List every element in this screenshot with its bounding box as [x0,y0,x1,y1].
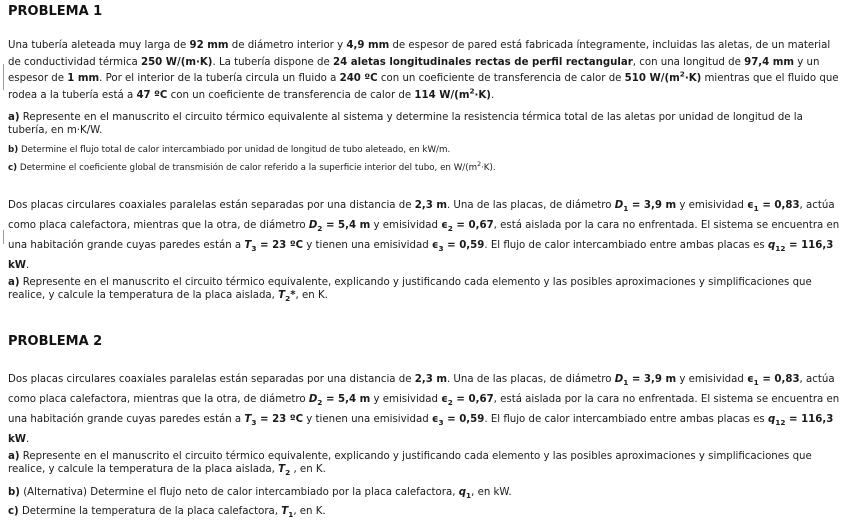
problem-1-question-c: c) Determine el coeficiente global de transmisión de calor referido a la superficie interior del tubo, en $W/(m^2\cdot K)$. [8,161,496,173]
problem-2-statement [8,370,840,450]
problem-2-question-c: c) Determine la temperatura de la placa calefactora, $T_1$, en K. [8,506,326,520]
problem-2-question-a: a) Represente en el manuscrito el circuito térmico equivalente, explicando y justificando cada elemento y las posibles aproximaciones y simplificaciones que realice, y calcule la temperatura de la placa aislada, $T_2$ , en K. [8,451,812,478]
problem-2-question-b: b) (Alternativa) Determine el flujo neto de calor intercambiado por la placa calefactora, $q_1$, en kW. [8,487,512,501]
plates-paragraph: Dos placas circulares coaxiales paralelas están separadas por una distancia de 2,3 m. Una de las placas, de diámetro $D_1 = 3,9$ m y emisividad $\epsilon_1 = 0,83$, actúa como placa calefactora, mientras que la otra, de diámetro $D_2 = 5,4$ m y emisividad $\epsilon_2 = 0,67$, está aislada por la cara no enfrentada. El sistema se encuentra en una habitación grande cuyas paredes están a $T_3 = 23$ ºC y tienen una emisividad $\epsilon_3 = 0,59$. El flujo de calor intercambiado entre ambas placas es $q_{12} = 116,3$ kW. [8,200,840,271]
problem-1-question-a: a) Represente en el manuscrito el circuito térmico equivalente al sistema y determine la resistencia térmica total de las aletas por unidad de longitud de la tubería, en m·K/W. [8,112,803,136]
plates-statement [8,196,840,276]
problem-1-statement [8,38,840,104]
problem-1-question-b: b) Determine el flujo total de calor intercambiado por unidad de longitud de tubo aleteado, en kW/m. [8,145,451,155]
problem-1-paragraph: Una tubería aleteada muy larga de 92 mm de diámetro interior y 4,9 mm de espesor de pared está fabricada íntegramente, incluidas las aletas, de un material de conductividad térmica 250 W/(m·K). La tubería dispone de 24 aletas longitudinales rectas de perfil rectangular, con una longitud de 97,4 mm y un espesor de 1 mm. Por el interior de la tubería circula un fluido a 240 ºC con un coeficiente de transferencia de calor de 510 $W/(m^2\cdot K)$ mientras que el fluido que rodea a la tubería está a 47 ºC con un coeficiente de transferencia de calor de 114 $W/(m^2\cdot K)$. [8,40,839,101]
plates-question-a: a) Represente en el manuscrito el circuito térmico equivalente, explicando y justificando cada elemento y las posibles aproximaciones y simplificaciones que realice, y calcule la temperatura de la placa aislada, $T_2*$, en K. [8,277,812,304]
problem-2-paragraph: Dos placas circulares coaxiales paralelas están separadas por una distancia de 2,3 m. Una de las placas, de diámetro $D_1 = 3,9$ m y emisividad $\epsilon_1 = 0,83$, actúa como placa calefactora, mientras que la otra, de diámetro $D_2 = 5,4$ m y emisividad $\epsilon_2 = 0,67$, está aislada por la cara no enfrentada. El sistema se encuentra en una habitación grande cuyas paredes están a $T_3 = 23$ ºC y tienen una emisividad $\epsilon_3 = 0,59$. El flujo de calor intercambiado entre ambas placas es $q_{12} = 116,3$ kW. [8,374,840,445]
problem-2-title: PROBLEMA 2 [8,334,103,349]
left-edit-marker [3,230,4,244]
left-edit-marker [3,64,4,90]
problem-1-title: PROBLEMA 1 [8,4,103,19]
